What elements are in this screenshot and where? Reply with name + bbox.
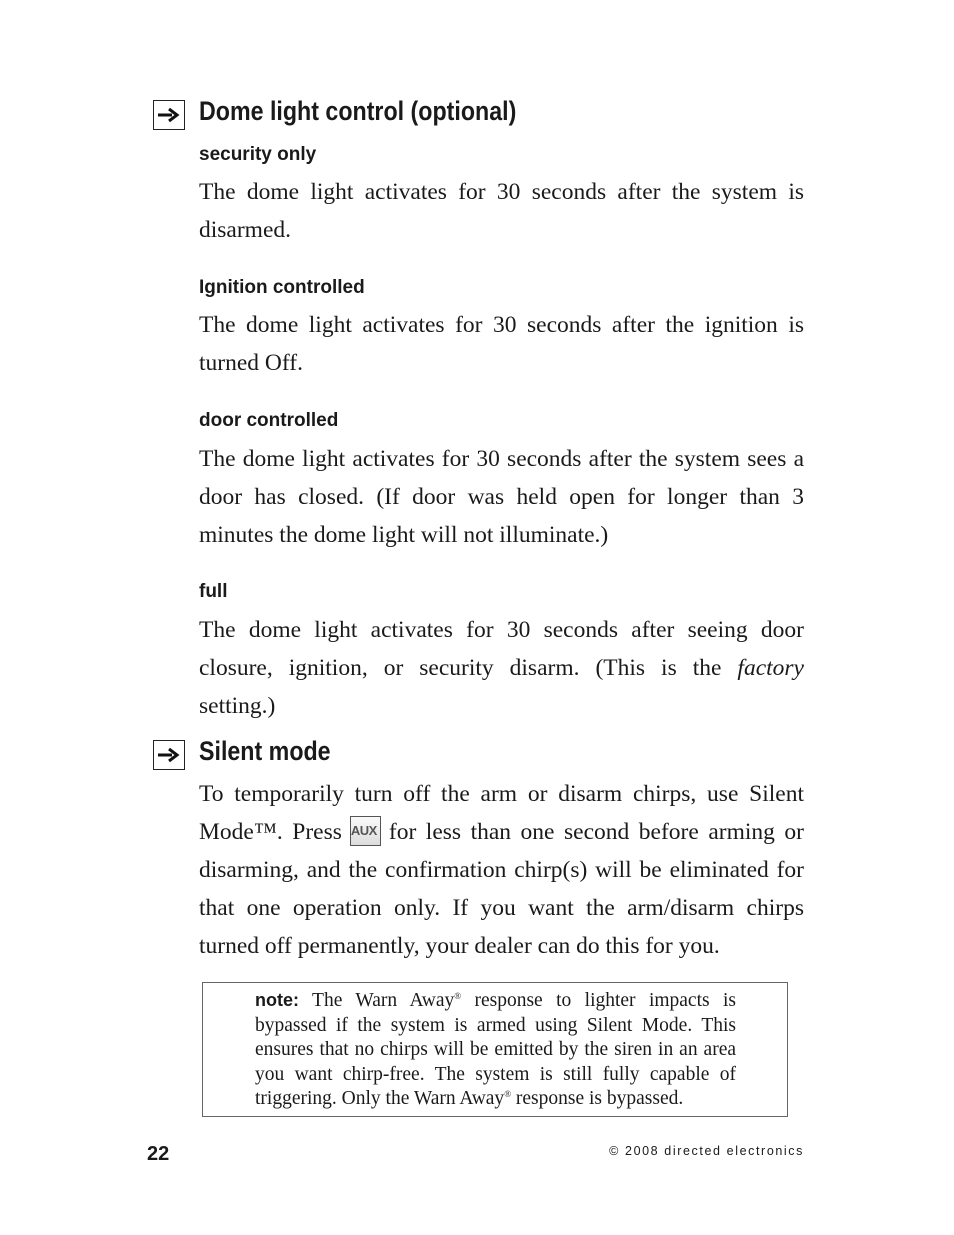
note-label: note: bbox=[255, 990, 299, 1010]
right-arrow-icon bbox=[153, 100, 185, 130]
mode-description-security-only: The dome light activates for 30 seconds after the system is disarmed. bbox=[199, 179, 804, 243]
mode-label-full: full bbox=[199, 581, 228, 602]
mode-description-door-controlled: The dome light activates for 30 seconds after the system sees a door has closed. (If door was held open for longer than 3 minutes the dome light will not illuminate.) bbox=[199, 446, 804, 548]
registered-mark: ® bbox=[504, 1089, 512, 1099]
registered-mark: ® bbox=[454, 991, 462, 1001]
mode-label-ignition-controlled: Ignition controlled bbox=[199, 277, 365, 298]
mode-description-ignition-controlled: The dome light activates for 30 seconds after the ignition is turned Off. bbox=[199, 312, 804, 376]
section-title-silent-mode: Silent mode bbox=[199, 736, 331, 766]
mode-label-security-only: security only bbox=[199, 144, 317, 165]
right-arrow-icon bbox=[153, 740, 185, 770]
factory-emphasis: factory bbox=[737, 655, 804, 681]
aux-button-icon: AUX bbox=[350, 816, 381, 846]
mode-description-full: The dome light activates for 30 seconds after seeing door closure, ignition, or security disarm. (This is the factory setting.) bbox=[199, 617, 804, 719]
copyright-notice: © 2008 directed electronics bbox=[609, 1144, 804, 1158]
page-number: 22 bbox=[147, 1143, 170, 1165]
note-text: note: The Warn Away® response to lighter impacts is bypassed if the system is armed using Silent Mode. This ensures that no chirps will be emitted by the siren in an area you want chirp-free. The system is still fully capable of triggering. Only the Warn Away® response is bypassed. bbox=[255, 990, 736, 1109]
section-title-dome-light: Dome light control (optional) bbox=[199, 96, 517, 126]
mode-label-door-controlled: door controlled bbox=[199, 410, 339, 431]
silent-mode-description: To temporarily turn off the arm or disarm chirps, use Silent Mode™. Press AUX for less than one second before arming or disarming, and the confirmation chirp(s) will be eliminated for that one operation only. If you want the arm/disarm chirps turned off permanently, your dealer can do this for you. bbox=[199, 781, 804, 959]
note-box bbox=[202, 982, 788, 1117]
